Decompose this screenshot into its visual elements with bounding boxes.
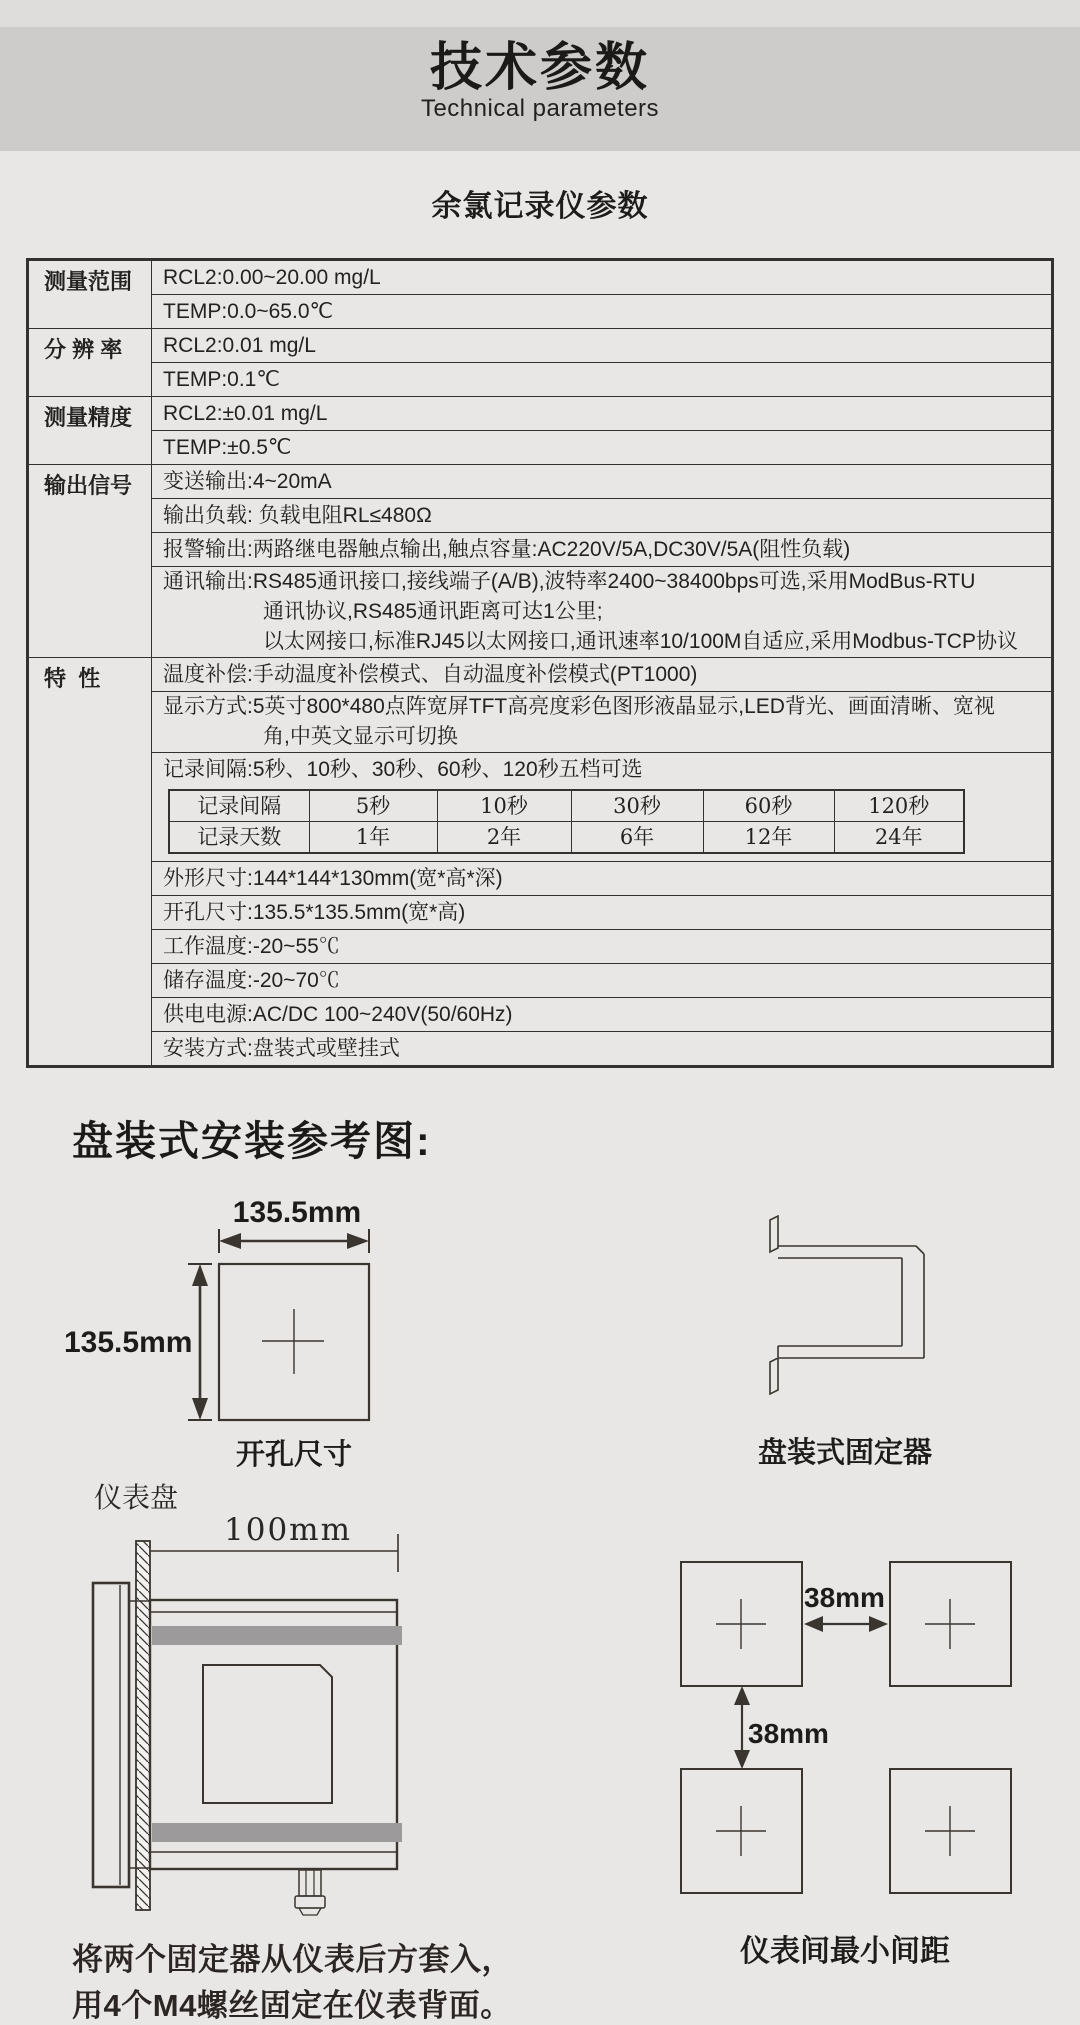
cutout-height-label: 135.5mm <box>64 1326 193 1359</box>
row-value: 储存温度:-20~70℃ <box>152 964 1053 998</box>
row-value: 外形尺寸:144*144*130mm(宽*高*深) <box>152 862 1053 896</box>
cutout-caption: 开孔尺寸 <box>235 1439 352 1471</box>
record-cell: 1年 <box>309 822 437 854</box>
page-subtitle: Technical parameters <box>420 95 660 122</box>
table-row <box>28 329 1053 363</box>
row-value: 开孔尺寸:135.5*135.5mm(宽*高) <box>152 896 1053 930</box>
table-row <box>28 862 1053 896</box>
record-table <box>168 789 965 854</box>
record-cell: 60秒 <box>703 790 834 822</box>
table-row <box>28 896 1053 930</box>
record-cell: 6年 <box>571 822 703 854</box>
row-value: 报警输出:两路继电器触点输出,触点容量:AC220V/5A,DC30V/5A(阻性负载) <box>152 533 1053 567</box>
row-value: RCL2:0.00~20.00 mg/L <box>152 260 1053 295</box>
table-row <box>28 533 1053 567</box>
table-row <box>28 753 1053 862</box>
table-row <box>28 465 1053 499</box>
top-strip <box>0 0 1080 27</box>
row-value: RCL2:0.01 mg/L <box>152 329 1053 363</box>
record-cell: 30秒 <box>571 790 703 822</box>
comm-line-3: 以太网接口,标准RJ45以太网接口,通讯速率10/100M自适应,采用Modbus-TCP协议 <box>263 630 1018 653</box>
spacing-caption: 仪表间最小间距 <box>740 1935 950 1968</box>
install-note-line-2: 用4个M4螺丝固定在仪表背面。 <box>72 1988 512 2023</box>
record-cell: 12年 <box>703 822 834 854</box>
table-row <box>28 998 1053 1032</box>
section-heading: 余氯记录仪参数 <box>431 190 649 223</box>
row-value: 输出负载: 负载电阻RL≤480Ω <box>152 499 1053 533</box>
record-cell: 记录天数 <box>169 822 309 854</box>
row-label: 测量范围 <box>28 260 152 329</box>
row-value: RCL2:±0.01 mg/L <box>152 397 1053 431</box>
record-cell: 5秒 <box>309 790 437 822</box>
record-cell: 记录间隔 <box>169 790 309 822</box>
record-cell: 2年 <box>437 822 571 854</box>
table-row <box>28 499 1053 533</box>
row-value-display <box>152 692 1053 753</box>
record-interval-heading: 记录间隔:5秒、10秒、30秒、60秒、120秒五档可选 <box>163 758 643 781</box>
cutout-width-label: 135.5mm <box>232 1196 362 1229</box>
row-value: 安装方式:盘装式或壁挂式 <box>152 1032 1053 1067</box>
row-value: TEMP:0.0~65.0℃ <box>152 295 1053 329</box>
row-label: 特 性 <box>28 658 152 1067</box>
row-value: 变送输出:4~20mA <box>152 465 1053 499</box>
spacing-v-label: 38mm <box>748 1718 829 1749</box>
record-table-row <box>169 790 964 822</box>
row-label: 输出信号 <box>28 465 152 658</box>
install-note-line-1: 将两个固定器从仪表后方套入， <box>72 1942 513 1977</box>
bracket-caption: 盘装式固定器 <box>757 1437 932 1469</box>
install-section-heading: 盘装式安装参考图: <box>72 1118 432 1164</box>
page-title: 技术参数 <box>429 39 650 97</box>
table-row <box>28 295 1053 329</box>
record-cell: 10秒 <box>437 790 571 822</box>
row-value: TEMP:0.1℃ <box>152 363 1053 397</box>
row-value-record <box>152 753 1053 862</box>
display-line-1: 显示方式:5英寸800*480点阵宽屏TFT高亮度彩色图形液晶显示,LED背光、画面清晰、宽视 <box>163 695 995 718</box>
row-value-comm <box>152 567 1053 658</box>
row-label: 测量精度 <box>28 397 152 465</box>
depth-dim-label: 100mm <box>224 1512 352 1548</box>
panel-cutout-diagram <box>180 1212 390 1430</box>
table-row <box>28 692 1053 753</box>
record-table-row <box>169 822 964 854</box>
spacing-h-label: 38mm <box>804 1582 885 1613</box>
row-label: 分 辨 率 <box>28 329 152 397</box>
spec-table <box>26 258 1054 1068</box>
record-cell: 24年 <box>834 822 964 854</box>
table-row <box>28 567 1053 658</box>
row-value: 供电电源:AC/DC 100~240V(50/60Hz) <box>152 998 1053 1032</box>
comm-line-2: 通讯协议,RS485通讯距离可达1公里; <box>263 600 603 623</box>
table-row <box>28 658 1053 692</box>
table-row <box>28 431 1053 465</box>
table-row <box>28 1032 1053 1067</box>
record-cell: 120秒 <box>834 790 964 822</box>
table-row <box>28 964 1053 998</box>
title-band <box>0 27 1080 151</box>
display-line-2: 角,中英文显示可切换 <box>263 725 458 748</box>
table-row <box>28 930 1053 964</box>
bracket-diagram <box>755 1205 940 1405</box>
table-row <box>28 363 1053 397</box>
table-row <box>28 397 1053 431</box>
panel-label: 仪表盘 <box>94 1481 179 1514</box>
row-value: TEMP:±0.5℃ <box>152 431 1053 465</box>
comm-line-1: 通讯输出:RS485通讯接口,接线端子(A/B),波特率2400~38400bps可选,采用ModBus-RTU <box>163 570 976 593</box>
row-value: 温度补偿:手动温度补偿模式、自动温度补偿模式(PT1000) <box>152 658 1053 692</box>
row-value: 工作温度:-20~55℃ <box>152 930 1053 964</box>
table-row <box>28 260 1053 295</box>
sideview-diagram <box>85 1528 415 1920</box>
